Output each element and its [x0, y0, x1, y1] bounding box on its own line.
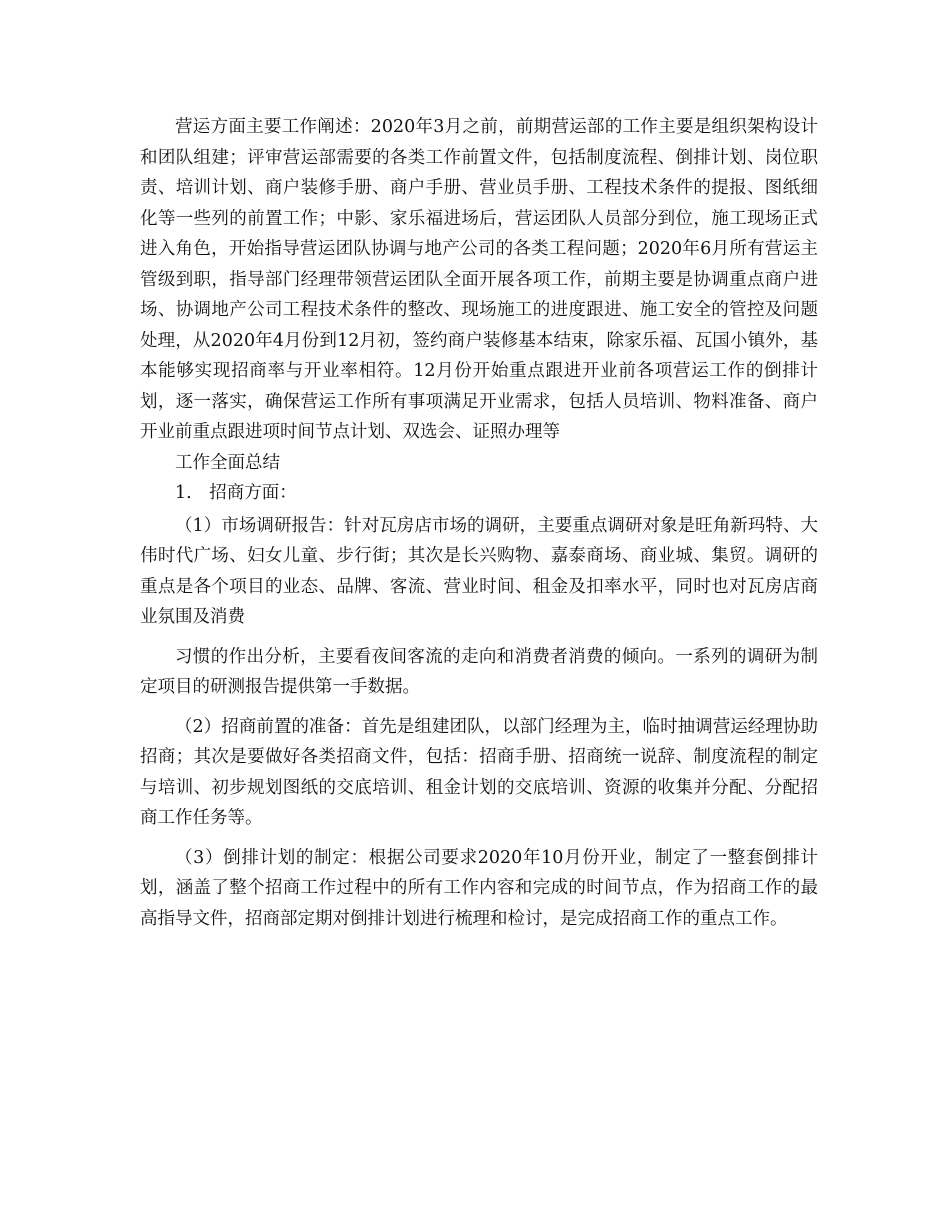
item-1-continuation: 习惯的作出分析，主要看夜间客流的走向和消费者消费的倾向。一系列的调研为制定项目的研测报告提供第一手数据。: [140, 646, 818, 697]
document-body: [140, 112, 818, 934]
section-heading: 工作全面总结: [175, 452, 280, 473]
item-1-market-research: （1）市场调研报告：针对瓦房店市场的调研，主要重点调研对象是旺角新玛特、大伟时代广场、妇女儿童、步行街；其次是长兴购物、嘉泰商场、商业城、集贸。调研的重点是各个项目的业态、品牌、客流、营业时间、租金及扣率水平，同时也对瓦房店商业氛围及消费: [140, 515, 818, 627]
item-2-preparation: （2）招商前置的准备：首先是组建团队，以部门经理为主，临时抽调营运经理协助招商；其次是要做好各类招商文件，包括：招商手册、招商统一说辞、制度流程的制定与培训、初步规划图纸的交底培训、租金计划的交底培训、资源的收集并分配、分配招商工作任务等。: [140, 716, 818, 828]
item-3-reverse-schedule: （3）倒排计划的制定：根据公司要求2020年10月份开业，制定了一整套倒排计划，涵盖了整个招商工作过程中的所有工作内容和完成的时间节点，作为招商工作的最高指导文件，招商部定期对倒排计划进行梳理和检讨，是完成招商工作的重点工作。: [140, 847, 818, 929]
section-1-title: 1. 招商方面：: [175, 483, 297, 503]
operations-summary-paragraph: 营运方面主要工作阐述：2020年3月之前，前期营运部的工作主要是组织架构设计和团队组建；评审营运部需要的各类工作前置文件，包括制度流程、倒排计划、岗位职责、培训计划、商户装修手册、商户手册、营业员手册、工程技术条件的提报、图纸细化等一些列的前置工作；中影、家乐福进场后，营运团队人员部分到位，施工现场正式进入角色，开始指导营运团队协调与地产公司的各类工程问题；2020年6月所有营运主管级到职，指导部门经理带领营运团队全面开展各项工作，前期主要是协调重点商户进场、协调地产公司工程技术条件的整改、现场施工的进度跟进、施工安全的管控及问题处理，从2020年4月份到12月初，签约商户装修基本结束，除家乐福、瓦国小镇外，基本能够实现招商率与开业率相符。12月份开始重点跟进开业前各项营运工作的倒排计划，逐一落实，确保营运工作所有事项满足开业需求，包括人员培训、物料准备、商户开业前重点跟进项时间节点计划、双选会、证照办理等: [140, 117, 818, 442]
